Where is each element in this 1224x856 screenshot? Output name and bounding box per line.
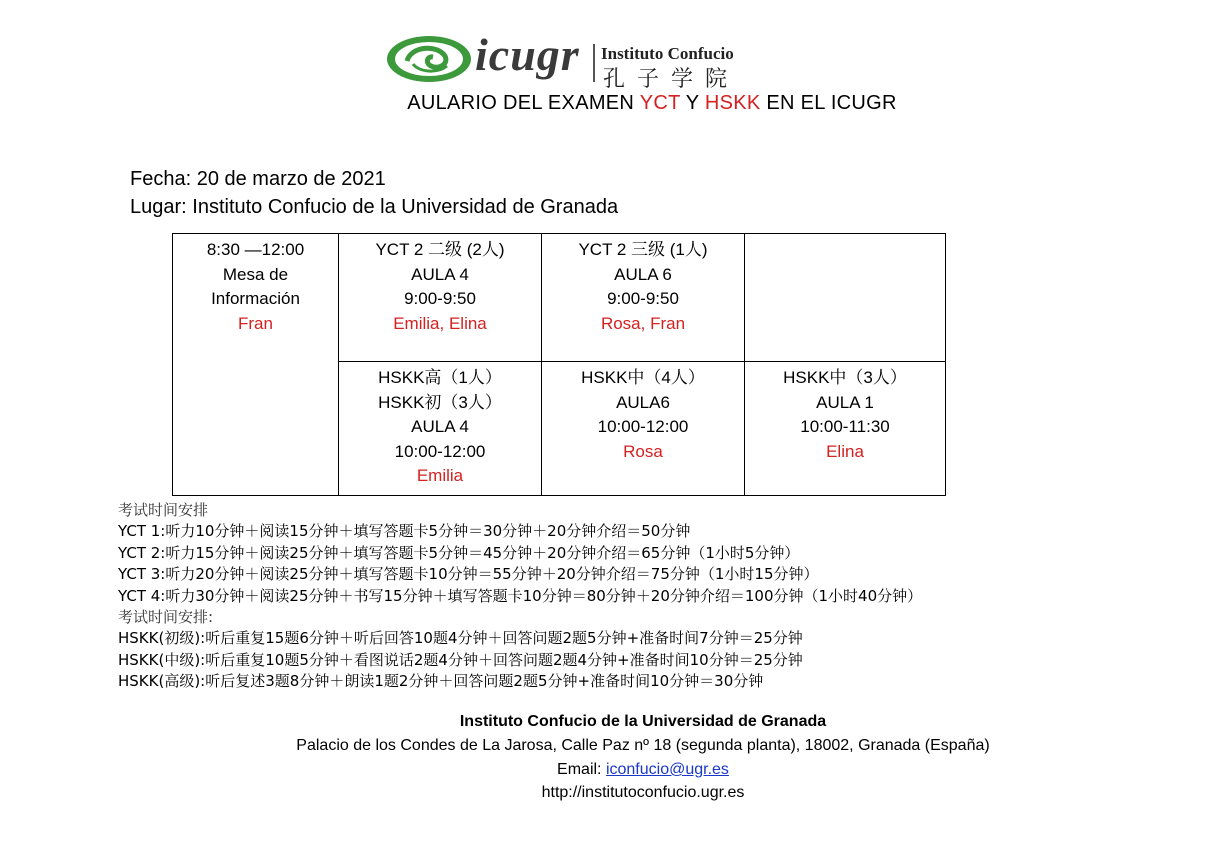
exam-cell bbox=[339, 362, 542, 496]
exam-date: Fecha: 20 de marzo de 2021 bbox=[130, 168, 386, 190]
title-hskk: HSKK bbox=[704, 92, 761, 114]
exam-staff: Rosa bbox=[623, 441, 663, 461]
exam-cell bbox=[542, 234, 745, 362]
footer-website: http://institutoconfucio.ugr.es bbox=[541, 784, 745, 801]
logo-chinese-name: 孔子学院 bbox=[603, 67, 740, 92]
exam-room: AULA 6 bbox=[614, 264, 672, 284]
email-label: Email: bbox=[557, 761, 606, 778]
hskk-note-line: HSKK(高级):听后复述3题8分钟＋朗读1题2分钟＋回答问题2题5分钟+准备时间10分钟＝30分钟 bbox=[118, 672, 764, 691]
exam-staff: Emilia, Elina bbox=[393, 313, 487, 333]
exam-name: YCT 2 三级 (1人) bbox=[578, 240, 708, 259]
logo-divider bbox=[593, 44, 595, 82]
logo-institute-name: Instituto Confucio bbox=[601, 44, 734, 63]
institute-logo bbox=[385, 29, 790, 92]
logo-swirl-icon bbox=[385, 34, 473, 84]
hskk-note-line: HSKK(初级):听后重复15题6分钟＋听后回答10题4分钟＋回答问题2题5分钟+准备时间7分钟＝25分钟 bbox=[118, 629, 803, 648]
hskk-notes-header: 考试时间安排: bbox=[118, 608, 214, 627]
footer-institute-name: Instituto Confucio de la Universidad de Granada bbox=[459, 713, 827, 730]
title-yct: YCT bbox=[639, 92, 681, 114]
schedule-row bbox=[173, 234, 946, 362]
yct-notes-header: 考试时间安排 bbox=[118, 501, 209, 519]
yct-note-line: YCT 2:听力15分钟＋阅读25分钟＋填写答题卡5分钟＝45分钟＋20分钟介绍＝65分钟（1小时5分钟） bbox=[118, 543, 800, 562]
info-label-2: Información bbox=[211, 289, 300, 308]
title-text: AULARIO DEL EXAMEN bbox=[407, 92, 640, 114]
hskk-note-line: HSKK(中级):听后重复10题5分钟＋看图说话2题4分钟＋回答问题2题4分钟+准备时间10分钟＝25分钟 bbox=[118, 650, 803, 669]
yct-timing-notes bbox=[118, 500, 922, 693]
info-person: Fran bbox=[238, 313, 273, 333]
info-time: 8:30 —12:00 bbox=[206, 240, 305, 259]
exam-location: Lugar: Instituto Confucio de la Universidad de Granada bbox=[130, 196, 619, 218]
yct-note-line: YCT 4:听力30分钟＋阅读25分钟＋书写15分钟＋填写答题卡10分钟＝80分钟＋20分钟介绍＝100分钟（1小时40分钟） bbox=[118, 586, 923, 605]
exam-room: AULA 4 bbox=[411, 264, 469, 284]
exam-name: HSKK中（3人） bbox=[783, 368, 907, 387]
exam-staff: Emilia bbox=[416, 466, 464, 485]
exam-cell bbox=[745, 362, 946, 496]
info-desk-cell bbox=[173, 234, 339, 496]
exam-time: 10:00-11:30 bbox=[800, 417, 890, 436]
email-link[interactable]: iconfucio@ugr.es bbox=[605, 761, 729, 778]
title-text-and: Y bbox=[680, 92, 705, 114]
exam-time: 10:00-12:00 bbox=[597, 417, 689, 436]
exam-time: 9:00-9:50 bbox=[404, 289, 476, 308]
exam-staff: Rosa, Fran bbox=[600, 313, 686, 333]
logo-wordmark: icugr bbox=[475, 29, 580, 80]
exam-room: AULA 4 bbox=[411, 417, 469, 436]
footer-address: Palacio de los Condes de La Jarosa, Calle Paz nº 18 (segunda planta), 18002, Granada (España) bbox=[296, 737, 990, 754]
schedule-table bbox=[172, 233, 946, 496]
yct-note-line: YCT 1:听力10分钟＋阅读15分钟＋填写答题卡5分钟＝30分钟＋20分钟介绍＝50分钟 bbox=[118, 522, 691, 541]
exam-time: 10:00-12:00 bbox=[394, 441, 486, 461]
exam-name: HSKK高（1人） bbox=[378, 368, 502, 387]
title-text-end: EN EL ICUGR bbox=[760, 92, 897, 114]
exam-name-2: HSKK初（3人） bbox=[378, 392, 502, 412]
info-label-1: Mesa de bbox=[222, 264, 289, 284]
page-title bbox=[0, 92, 1224, 115]
empty-cell bbox=[745, 234, 946, 362]
exam-room: AULA6 bbox=[616, 392, 670, 412]
exam-staff: Elina bbox=[826, 441, 864, 461]
exam-cell bbox=[339, 234, 542, 362]
exam-cell bbox=[542, 362, 745, 496]
exam-room: AULA 1 bbox=[816, 392, 874, 412]
exam-time: 9:00-9:50 bbox=[607, 289, 679, 308]
exam-name: HSKK中（4人） bbox=[581, 368, 705, 387]
exam-name: YCT 2 二级 (2人) bbox=[375, 240, 505, 259]
yct-note-line: YCT 3:听力20分钟＋阅读25分钟＋填写答题卡10分钟＝55分钟＋20分钟介绍＝75分钟（1小时15分钟） bbox=[118, 565, 819, 584]
footer-email-line bbox=[0, 761, 1224, 779]
